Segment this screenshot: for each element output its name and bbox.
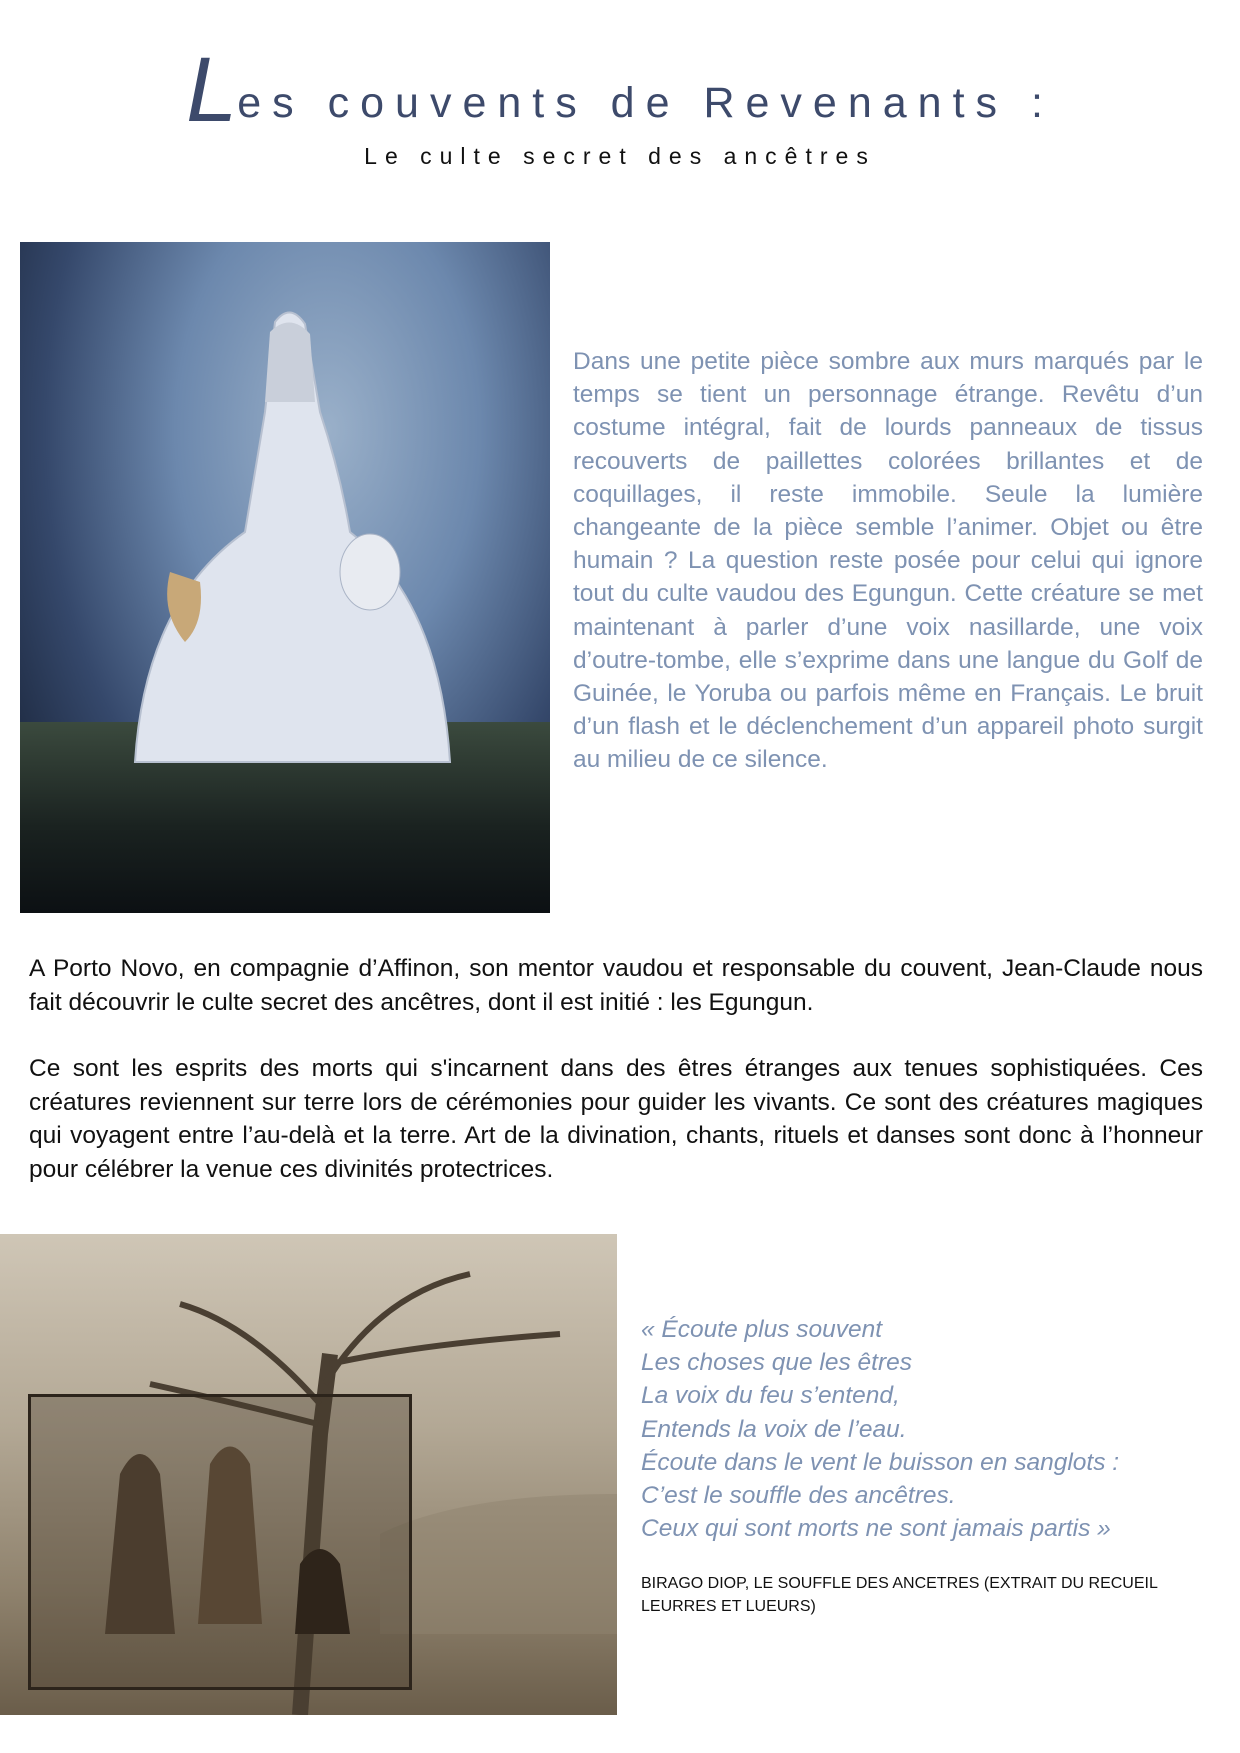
- title-initial: L: [186, 39, 238, 141]
- masked-figures-illustration: [0, 1234, 617, 1715]
- quote-line: Ceux qui sont morts ne sont jamais partis »: [641, 1515, 1111, 1543]
- quote-line: « Écoute plus souvent: [641, 1316, 883, 1343]
- page-title: [0, 38, 1240, 143]
- body-paragraph-1: A Porto Novo, en compagnie d’Affinon, son mentor vaudou et responsable du couvent, Jean-Claude nous fait découvrir le culte secret des ancêtres, dont il est initié : les Egungun.: [29, 955, 1203, 1016]
- egungun-costume-photo: [20, 242, 550, 913]
- quote-line: Entends la voix de l’eau.: [641, 1415, 907, 1443]
- title-text: es couvents de Revenants :: [237, 79, 1054, 127]
- poem-quote: [641, 1313, 1201, 1545]
- intro-paragraph: Dans une petite pièce sombre aux murs marqués par le temps se tient un personnage étrange. Revêtu d’un costume intégral, fait de lourds panneaux de tissus recouverts de paillettes colorées brillantes et de coquillages, il reste immobile. Seule la lumière changeante de la pièce semble l’animer. Objet ou être humain ? La question reste posée pour celui qui ignore tout du culte vaudou des Egungun. Cette créature se met maintenant à parler d’une voix nasillarde, une voix d’outre-tombe, elle s’exprime dans une langue du Golf de Guinée, le Yoruba ou parfois même en Français. Le bruit d’un flash et le déclenchement d’un appareil photo surgit au milieu de ce silence.: [573, 348, 1203, 774]
- page-subtitle: Le culte secret des ancêtres: [364, 143, 876, 169]
- costumed-figure-illustration: [20, 242, 550, 913]
- quote-credit: BIRAGO DIOP, LE SOUFFLE DES ANCETRES (EXTRAIT DU RECUEIL LEURRES ET LUEURS): [641, 1575, 1158, 1615]
- body-paragraph-2: Ce sont les esprits des morts qui s'incarnent dans des êtres étranges aux tenues sophistiquées. Ces créatures reviennent sur terre lors de cérémonies pour guider les vivants. Ce sont des créatures magiques qui voyagent entre l’au-delà et la terre. Art de la divination, chants, rituels et danses sont donc à l’honneur pour célébrer la venue ces divinités protectrices.: [29, 1055, 1203, 1183]
- quote-line: Les choses que les êtres: [641, 1349, 913, 1377]
- ceremony-collage-photo: [0, 1234, 617, 1715]
- quote-line: Écoute dans le vent le buisson en sanglots :: [641, 1448, 1120, 1476]
- quote-line: La voix du feu s’entend,: [641, 1382, 900, 1410]
- quote-line: C’est le souffle des ancêtres.: [641, 1482, 956, 1510]
